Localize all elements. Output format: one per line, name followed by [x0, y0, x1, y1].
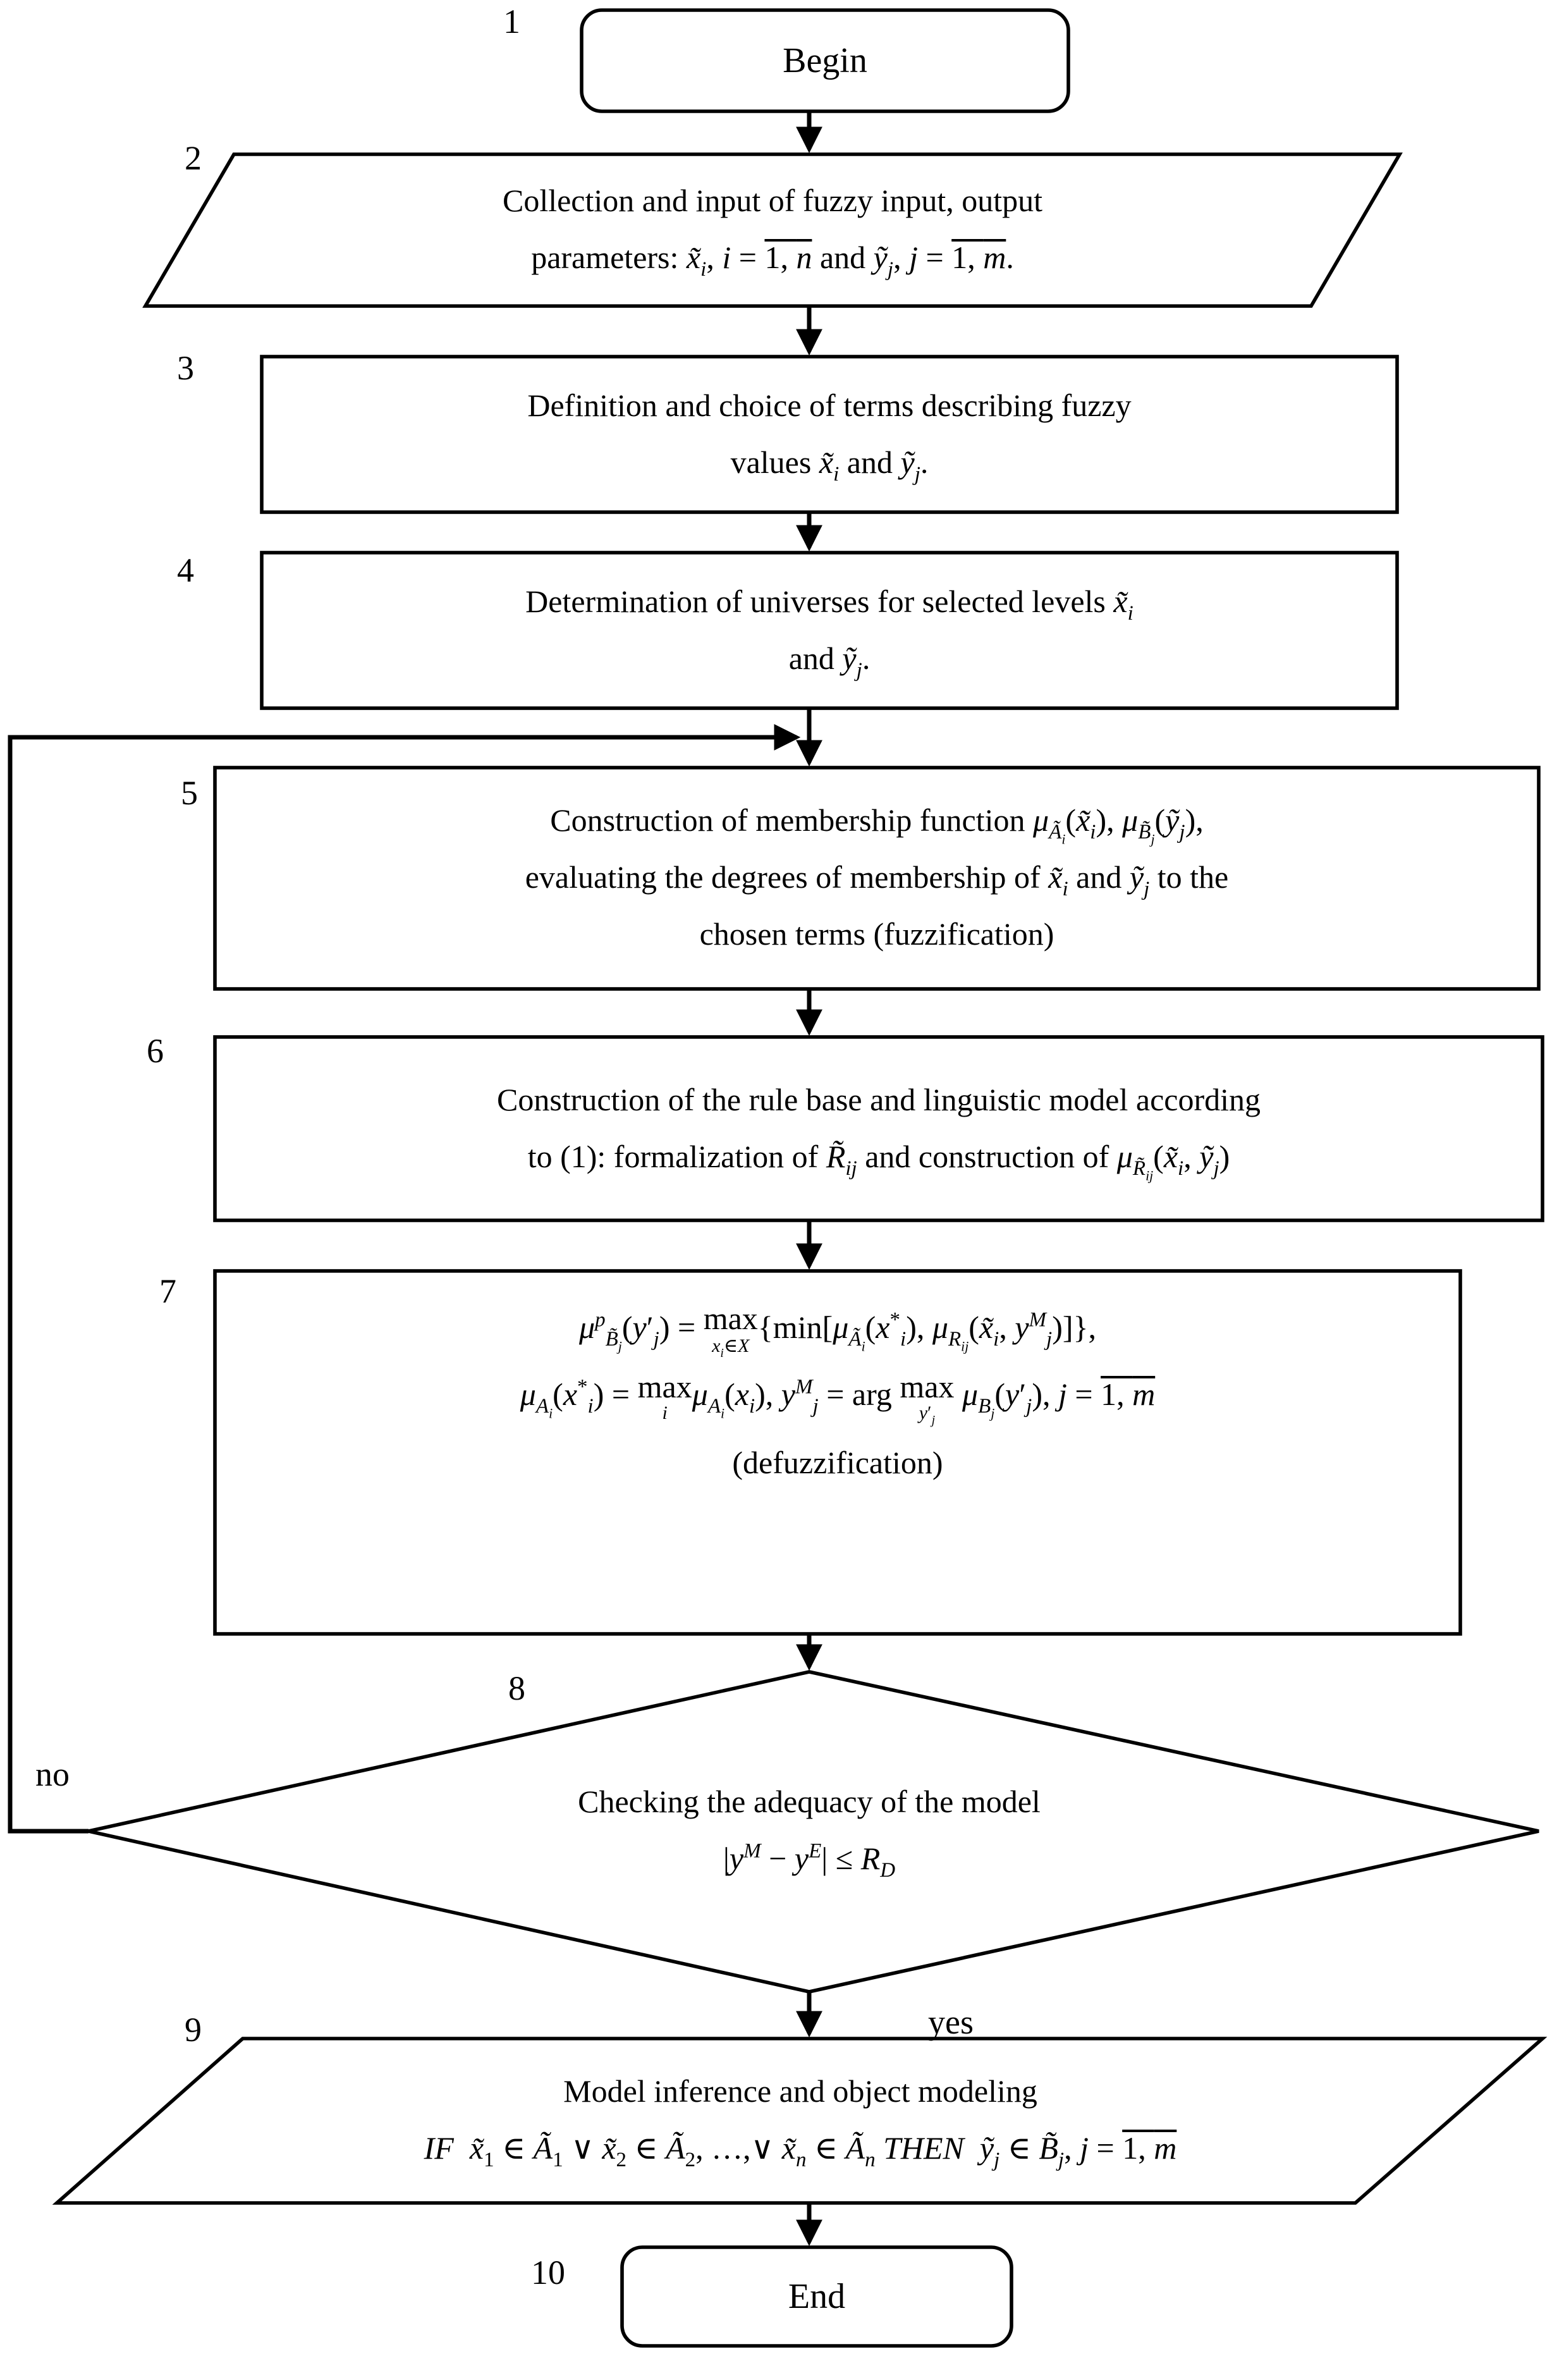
step-number-5: 5 [181, 774, 198, 812]
step-number-10: 10 [531, 2254, 565, 2291]
step-number-1: 1 [503, 3, 520, 40]
universes-node [262, 555, 1397, 706]
step-number-6: 6 [147, 1032, 164, 1070]
begin-node [582, 10, 1068, 111]
step-number-8: 8 [508, 1669, 525, 1707]
input-node [145, 157, 1400, 304]
inference-line2: IF $x̃_1$ ∈ $Ã_1$ ∨ $x̃_2$ ∈ $Ã_2$, …,∨ $x̃_n$ ∈ $Ã_n$ THEN $ỹ_j$ ∈ $B̃_j$, j = 1, m [424, 2132, 1177, 2171]
rulebase-node [217, 1040, 1540, 1218]
end-node [622, 2247, 1011, 2346]
universes-line1: Determination of universes for selected levels $x̃_i$ [525, 585, 1133, 624]
membership-node [217, 770, 1536, 986]
terms-line1: Definition and choice of terms describing fuzzy [527, 389, 1132, 423]
membership-line3: chosen terms (fuzzification) [699, 918, 1054, 952]
step-number-3: 3 [177, 349, 194, 387]
input-line2: parameters: $x̃_i$, i = 1, n and $ỹ_j$, j = 1, m. [531, 242, 1014, 281]
terms-node [262, 359, 1397, 510]
yes-branch-label: yes [928, 2003, 974, 2041]
step-number-7: 7 [159, 1272, 176, 1310]
defuzzification-formula2: $\mu_{A_i}(x^*_i)$ = max i $\mu_{A_i}(x_i)$, $y^M_j$ = arg max $y'_j$ $\mu_{B_j}(y'_j)$, j = 1, m [520, 1370, 1156, 1428]
inference-node [61, 2041, 1540, 2200]
adequacy-line2: $|y^M - y^E| \le R_D$ [723, 1838, 896, 1882]
step-number-9: 9 [185, 2011, 202, 2049]
step-number-4: 4 [177, 551, 194, 589]
defuzzification-node [217, 1280, 1458, 1631]
adequacy-line1: Checking the adequacy of the model [578, 1786, 1041, 1820]
step-number-2: 2 [185, 139, 202, 177]
defuzzification-formula1: $\mu^p_{B̃_j}(y'_j)$ = max $x_i\in X$ {$\min[\mu_{Ã_i}(x^*_i)$, $\mu_{R_{ij}}(x̃_i$, $y^M_j$)]}, [578, 1303, 1097, 1361]
terms-line2: values $x̃_i$ and $ỹ_j$. [730, 446, 929, 485]
begin-text: Begin [783, 41, 867, 80]
no-branch-label: no [35, 1755, 70, 1793]
universes-line2: and $ỹ_j$. [788, 642, 871, 681]
inference-line1: Model inference and object modeling [563, 2075, 1037, 2109]
membership-line1: Construction of membership function $\mu_{Ã_i}(x̃_i)$, $\mu_{B̃_j}(ỹ_j)$, [550, 804, 1204, 848]
end-text: End [788, 2277, 846, 2316]
rulebase-line2: to (1): formalization of $R̃_{ij}$ and construction of $\mu_{R̃_{ij}}(x̃_i$, $ỹ_j$) [527, 1140, 1230, 1184]
rulebase-line1: Construction of the rule base and linguistic model according [496, 1083, 1261, 1117]
adequacy-decision-node [183, 1682, 1435, 1980]
defuzzification-caption: (defuzzification) [732, 1446, 943, 1481]
input-line1: Collection and input of fuzzy input, output [502, 185, 1042, 219]
membership-line2: evaluating the degrees of membership of $x̃_i$ and $ỹ_j$ to the [525, 861, 1229, 900]
